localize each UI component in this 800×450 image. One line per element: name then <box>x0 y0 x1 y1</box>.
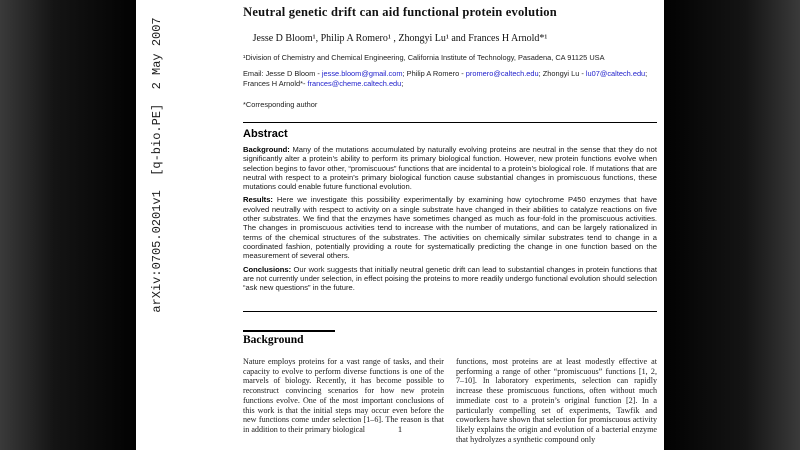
arxiv-stamp: arXiv:0705.0201v1 [q-bio.PE] 2 May 2007 <box>150 17 164 313</box>
abstract-results-paragraph <box>243 195 657 260</box>
email-entry <box>543 69 647 78</box>
abstract-heading: Abstract <box>243 128 288 140</box>
email-entry <box>243 79 403 88</box>
email-name: Philip A Romero - <box>406 69 466 78</box>
email-block <box>243 69 657 88</box>
abstract-conclusions-text: Our work suggests that initially neutral genetic drift can lead to substantial changes in protein functions that are not currently under selection, in effect poising the proteins to more readily undergo functional evolution should selection “ask new questions” in the future. <box>243 264 657 293</box>
abstract-conclusions-paragraph <box>243 265 657 293</box>
abstract-results-label: Results: <box>243 195 273 205</box>
email-link-romero[interactable]: promero@caltech.edu <box>465 69 539 78</box>
email-label: Email: <box>243 69 264 78</box>
email-separator: ; <box>401 78 404 88</box>
abstract-background-paragraph <box>243 145 657 191</box>
body-column-left: Nature employs proteins for a vast range of tasks, and their capacity to evolve to perform diverse functions is one of the marvels of biology. Recently, it has become possible to reconstruct convincing scenarios for how new protein functions evolve. One of the most important conclusions of this work is that the initial steps may occur even before the new functions come under selection [1–6]. The reason is that in addition to their primary biological <box>243 357 444 434</box>
email-separator: ; <box>402 69 405 78</box>
abstract-top-rule <box>243 122 657 123</box>
body-column-right: functions, most proteins are at least modestly effective at performing a range of other “promiscuous” functions [1, 2, 7–10]. In laboratory experiments, selection can rapidly increase these promiscuous functions, often without much immediate cost to a protein’s original function [2]. In a particularly compelling set of experiments, Tawfik and coworkers have shown that selection for promiscuous activity likely explains the origin and evolution of a bacterial enzyme that hydrolyzes a synthetic compound only <box>456 357 657 444</box>
abstract-body <box>243 145 657 292</box>
email-name: Jesse D Bloom - <box>265 69 322 78</box>
affiliation-line: ¹Division of Chemistry and Chemical Engineering, California Institute of Technology, Pasadena, CA 91125 USA <box>243 53 605 62</box>
email-name: Frances H Arnold*- <box>243 78 308 88</box>
authors-line: Jesse D Bloom¹, Philip A Romero¹ , Zhongyi Lu¹ and Frances H Arnold*¹ <box>252 33 548 44</box>
email-link-arnold[interactable]: frances@cheme.caltech.edu <box>307 78 402 88</box>
right-letterbox <box>664 0 800 450</box>
email-link-bloom[interactable]: jesse.bloom@gmail.com <box>321 69 403 78</box>
email-entry <box>266 69 405 78</box>
email-entry <box>407 69 541 78</box>
paper-page <box>136 0 664 450</box>
email-name: Zhongyi Lu - <box>542 69 586 78</box>
abstract-bottom-rule <box>243 311 657 312</box>
corresponding-author-note: *Corresponding author <box>243 100 318 109</box>
email-separator: ; <box>538 69 541 78</box>
paper-title: Neutral genetic drift can aid functional protein evolution <box>243 5 557 19</box>
abstract-results-text: Here we investigate this possibility experimentally by examining how cytochrome P450 enzymes that have evolved neutrally with respect to activity on a single substrate have changed in their abilities to catalyze reactions on five other substrates. We find that the enzymes have sometimes changed as much as four-fold in the promiscuous activities. The changes in promiscuous activities tend to increase with the number of mutations, and can be largely rationalized in terms of the chemical structures of the substrates. The activities on chemically similar substrates tend to change in a coordinated fashion, potentially providing a route for systematically predicting the change in one function based on the measurement of several others. <box>243 195 657 261</box>
abstract-background-text: Many of the mutations accumulated by naturally evolving proteins are neutral in the sense that they do not significantly alter a protein’s ability to perform its primary biological function. However, new protein functions evolve when selection begins to favor other, “promiscuous” functions that are incidental to a protein’s biological role. If mutations that are neutral with respect to a protein’s primary biological function cause substantial changes in promiscuous functions, these mutations could enable future functional evolution. <box>243 145 657 192</box>
page-number: 1 <box>391 424 409 434</box>
section-heading-rule <box>243 330 335 332</box>
email-separator: ; <box>645 69 648 78</box>
email-link-lu[interactable]: lu07@caltech.edu <box>585 69 646 78</box>
section-heading-background: Background <box>243 334 304 346</box>
left-letterbox <box>0 0 136 450</box>
abstract-background-label: Background: <box>243 145 290 154</box>
abstract-conclusions-label: Conclusions: <box>243 264 292 274</box>
